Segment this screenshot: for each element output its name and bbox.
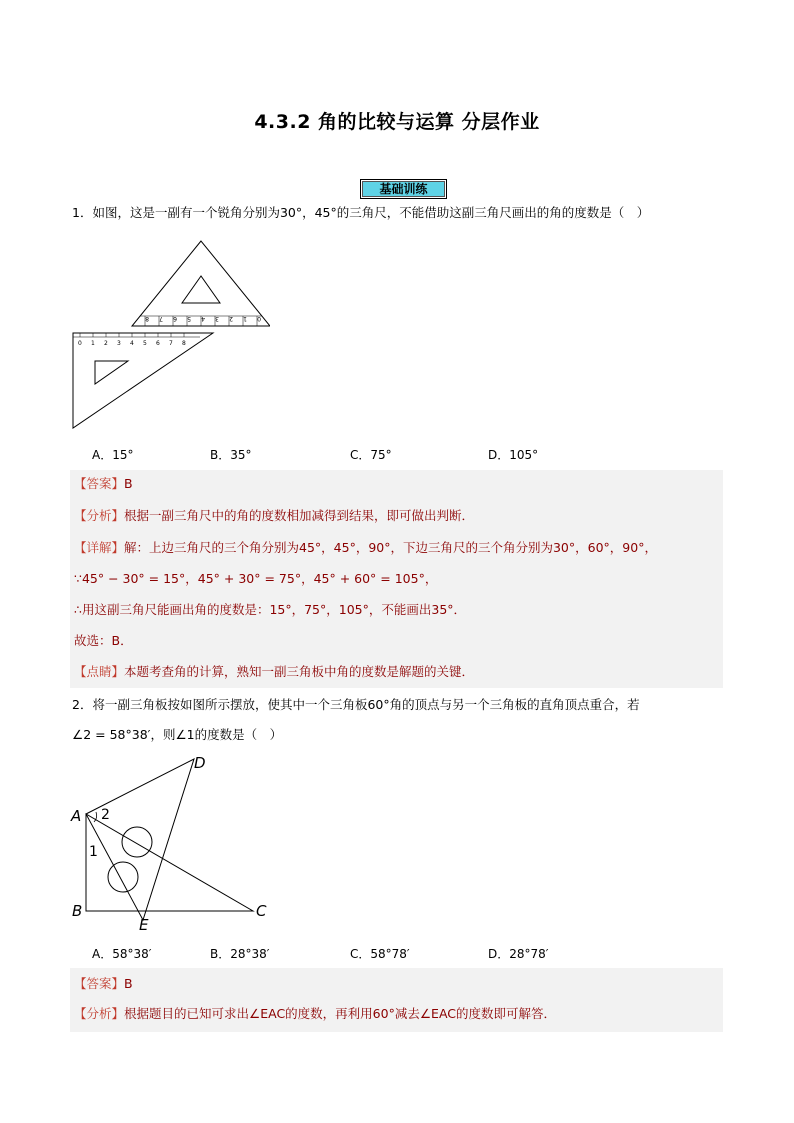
q2-answer: [74, 976, 133, 992]
ruler-top-tick: 2: [229, 315, 233, 322]
q1-detail: [74, 540, 657, 556]
ruler-top-tick: 4: [201, 315, 205, 322]
q2-option-b: B．28°38′: [210, 947, 270, 961]
question-2-stem-line-1: 2．将一副三角板按如图所示摆放，使其中一个三角板60°角的顶点与另一个三角板的直角顶点重合，若: [72, 697, 640, 712]
tip-label: 【点睛】: [74, 664, 125, 679]
label-angle-1: 1: [89, 844, 98, 860]
triangle-rulers-figure: [70, 238, 270, 433]
answer-label: 【答案】: [74, 976, 125, 991]
analysis-text: 根据一副三角尺中的角的度数相加减得到结果，即可做出判断．: [124, 508, 475, 523]
ruler-top-tick: 8: [145, 315, 149, 322]
label-d: D: [194, 754, 206, 772]
ruler-top-tick: 1: [243, 315, 247, 322]
section-badge-label: 基础训练: [362, 181, 445, 197]
detail-label: 【详解】: [74, 540, 125, 555]
q1-option-b: B．35°: [210, 448, 252, 462]
answer-value: B: [124, 476, 133, 491]
ruler-bottom-tick: 3: [117, 340, 121, 347]
q1-detail-4: 故选：B．: [74, 633, 133, 648]
label-b: B: [72, 902, 83, 920]
ruler-bottom-tick: 8: [182, 340, 186, 347]
analysis-label: 【分析】: [74, 1006, 125, 1021]
ruler-bottom-tick: 1: [91, 340, 95, 347]
tip-text: 本题考查角的计算，熟知一副三角板中角的度数是解题的关键．: [124, 664, 475, 679]
q1-option-d: D．105°: [488, 448, 539, 462]
label-a: A: [71, 807, 82, 825]
ruler-top-tick: 5: [187, 315, 191, 322]
label-c: C: [256, 902, 267, 920]
q1-option-a: A．15°: [92, 448, 134, 462]
q1-analysis: [74, 508, 474, 524]
ruler-bottom-tick: 0: [78, 340, 82, 347]
ruler-bottom-tick: 5: [143, 340, 147, 347]
q2-option-a: A．58°38′: [92, 947, 152, 961]
ruler-bottom-tick: 7: [169, 340, 173, 347]
answer-label: 【答案】: [74, 476, 125, 491]
ruler-top-tick: 3: [215, 315, 219, 322]
ruler-bottom-tick: 2: [104, 340, 108, 347]
detail-text: 解：上边三角尺的三个角分别为45°，45°，90°，下边三角尺的三个角分别为30°，60°，90°，: [124, 540, 657, 555]
q1-detail-2: ∵45° − 30° = 15°，45° + 30° = 75°，45° + 60° = 105°，: [74, 571, 438, 586]
answer-value: B: [124, 976, 133, 991]
q1-option-c: C．75°: [350, 448, 392, 462]
q2-analysis: [74, 1006, 556, 1022]
ruler-top-tick: 0: [257, 315, 261, 322]
set-squares-figure: [68, 752, 278, 937]
q1-answer: [74, 476, 133, 492]
ruler-top-tick: 6: [173, 315, 177, 322]
q1-detail-3: ∴用这副三角尺能画出角的度数是：15°，75°，105°，不能画出35°．: [74, 602, 467, 617]
label-angle-2: 2: [101, 807, 110, 823]
q1-tip: [74, 664, 474, 680]
q2-option-d: D．28°78′: [488, 947, 549, 961]
question-1-stem: 1．如图，这是一副有一个锐角分别为30°，45°的三角尺，不能借助这副三角尺画出的角的度数是（ ）: [72, 205, 650, 220]
ruler-bottom-tick: 4: [130, 340, 134, 347]
label-e: E: [139, 916, 149, 934]
q1-solution-box: [70, 470, 723, 688]
ruler-bottom-tick: 6: [156, 340, 160, 347]
q2-solution-box: [70, 968, 723, 1032]
section-badge: [360, 179, 447, 199]
q2-option-c: C．58°78′: [350, 947, 410, 961]
analysis-text: 根据题目的已知可求出∠EAC的度数，再利用60°减去∠EAC的度数即可解答．: [124, 1006, 556, 1021]
page-title: 4.3.2 角的比较与运算 分层作业: [254, 111, 540, 133]
ruler-top-tick: 7: [159, 315, 163, 322]
analysis-label: 【分析】: [74, 508, 125, 523]
question-2-stem-line-2: ∠2 = 58°38′，则∠1的度数是（ ）: [72, 727, 283, 742]
